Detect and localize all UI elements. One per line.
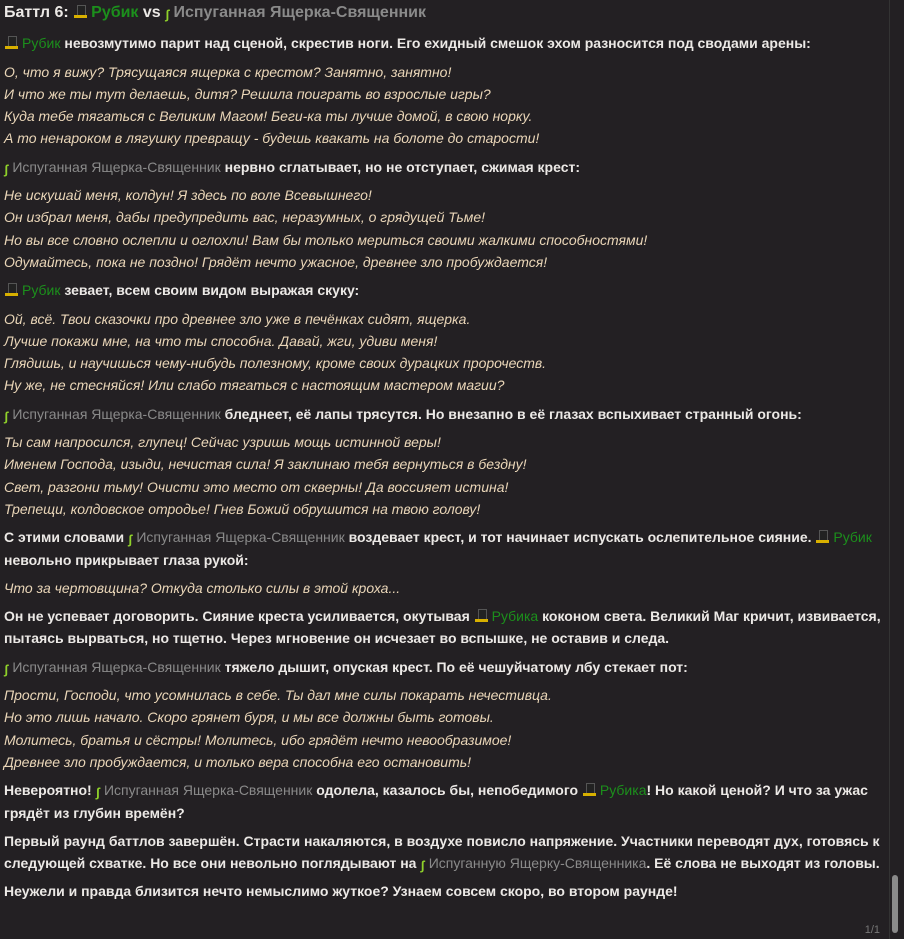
speech-line: Он избрал меня, дабы предупредить вас, неразумных, о грядущей Тьме! (4, 209, 486, 226)
scrollbar[interactable] (892, 875, 898, 933)
speech-quote (4, 61, 884, 150)
lizard-icon: ʃ (95, 785, 100, 801)
speech-quote (4, 431, 884, 520)
speech-line: Ну же, не стесняйся! Или слабо тягаться с настоящим мастером магии? (4, 377, 505, 394)
player-name[interactable]: Рубик (833, 529, 872, 546)
battle-title (4, 2, 884, 24)
speech-line: Прости, Господи, что усомнилась в себе. Ты дал мне силы покарать нечестивца. (4, 687, 552, 704)
speech-line: Не искушай меня, колдун! Я здесь по воле Всевышнего! (4, 187, 372, 204)
narration-paragraph (4, 526, 884, 571)
narration-text: воздевает крест, и тот начинает испускать ослепительное сияние. (344, 529, 816, 546)
speech-quote (4, 684, 884, 773)
top-hat-icon (4, 36, 18, 50)
player-name[interactable]: Рубика (599, 782, 647, 799)
narration-text: невозмутимо парит над сценой, скрестив ноги. Его ехидный смешок эхом разносится под сводами арены: (60, 35, 811, 52)
player-name[interactable]: Испуганная Ящерка-Священник (136, 529, 345, 546)
speech-line: И что же ты тут делаешь, дитя? Решила поиграть во взрослые игры? (4, 85, 491, 102)
narration-paragraph (4, 880, 884, 902)
speech-line: Одумайтесь, пока не поздно! Грядёт нечто ужасное, древнее зло пробуждается! (4, 253, 548, 270)
page-counter: 1/1 (864, 924, 880, 936)
speech-line: Ой, всё. Твои сказочки про древнее зло уже в печёнках сидят, ящерка. (4, 310, 471, 327)
narration-text: одолела, казалось бы, непобедимого (312, 782, 582, 799)
narration-text: нервно сглатывает, но не отступает, сжимая крест: (220, 158, 580, 175)
top-hat-icon (815, 530, 829, 544)
narration-paragraph (4, 156, 884, 178)
narration-paragraph (4, 279, 884, 301)
top-hat-icon (582, 783, 596, 797)
speech-line: Молитесь, братья и сёстры! Молитесь, ибо грядёт нечто невообразимое! (4, 731, 512, 748)
speech-line: О, что я вижу? Трясущаяся ящерка с крестом? Занятно, занятно! (4, 63, 452, 80)
speech-line: Ты сам напросился, глупец! Сейчас узришь мощь истинной веры! (4, 434, 441, 451)
player-name[interactable]: Рубик (91, 4, 139, 21)
narration-paragraph (4, 32, 884, 54)
speech-quote (4, 184, 884, 273)
narration-paragraph (4, 656, 884, 678)
speech-line: А то ненароком в лягушку превращу - будешь квакать на болоте до старости! (4, 130, 540, 147)
narration-text: Первый раунд баттлов завершён. Страсти накаляются, в воздухе повисло напряжение. Участники переводят дух, готовясь к следующей схватке. Но все они невольно поглядывают на (4, 832, 880, 872)
narration-text: коконом света. Великий Маг кричит, извивается, пытаясь вырваться, но тщетно. Через мгновение он исчезает во вспышке, не оставив и следа. (4, 608, 881, 647)
top-hat-icon (73, 5, 87, 19)
narration-text: С этими словами (4, 529, 128, 546)
narration-text: ! Но какой ценой? И что за ужас грядёт из глубин времён? (4, 782, 868, 821)
lizard-icon: ʃ (4, 661, 9, 677)
player-name[interactable]: Испуганная Ящерка-Священник (12, 158, 221, 175)
player-name[interactable]: Рубик (22, 282, 61, 299)
lizard-icon: ʃ (165, 7, 170, 22)
player-name[interactable]: Испуганная Ящерка-Священник (103, 782, 313, 799)
narration-text: зевает, всем своим видом выражая скуку: (60, 282, 360, 299)
player-name[interactable]: Испуганная Ящерка-Священник (12, 658, 221, 675)
speech-line: Древнее зло пробуждается, и только вера способна его остановить! (4, 753, 471, 770)
speech-line: Что за чертовщина? Откуда столько силы в этой кроха... (4, 579, 401, 596)
narration-paragraph (4, 403, 884, 425)
lizard-icon: ʃ (420, 858, 425, 874)
lizard-icon: ʃ (127, 532, 133, 548)
narration-text: Неужели и правда близится нечто немыслимо жуткое? Узнаем совсем скоро, во втором раунде! (4, 883, 678, 900)
player-name[interactable]: Рубика (491, 608, 539, 625)
lizard-icon: ʃ (4, 408, 9, 424)
player-name[interactable]: Испуганная Ящерка-Священник (173, 4, 426, 21)
speech-line: Свет, разгони тьму! Очисти это место от скверны! Да воссияет истина! (4, 478, 509, 495)
speech-line: Но это лишь начало. Скоро грянет буря, и мы все должны быть готовы. (4, 709, 494, 726)
narration-paragraph (4, 779, 884, 824)
narration-text: Он не успевает договорить. Сияние креста усиливается, окутывая (4, 608, 474, 625)
speech-line: Лучше покажи мне, на что ты способна. Давай, жги, удиви меня! (4, 332, 438, 349)
speech-quote (4, 577, 884, 599)
player-name[interactable]: Рубик (22, 35, 61, 52)
speech-line: Куда тебе тягаться с Великим Магом! Беги-ка ты лучше домой, в свою норку. (4, 108, 533, 125)
narration-text: . Её слова не выходят из головы. (646, 855, 880, 872)
top-hat-icon (474, 609, 488, 623)
speech-line: Но вы все словно ослепли и оглохли! Вам бы только мериться своими жалкими способностями! (4, 231, 648, 248)
narration-text: vs (138, 4, 166, 21)
top-hat-icon (4, 283, 18, 297)
narration-text: Баттл 6: (4, 4, 74, 21)
narration-paragraph (4, 830, 884, 875)
narration-text: тяжело дышит, опуская крест. По её чешуйчатому лбу стекает пот: (220, 658, 688, 675)
speech-line: Глядишь, и научишься чему-нибудь полезному, кроме своих дурацких пророчеств. (4, 355, 547, 372)
player-name[interactable]: Испуганную Ящерку-Священника (428, 855, 647, 872)
divider (889, 0, 890, 939)
lizard-icon: ʃ (4, 161, 9, 177)
speech-line: Именем Господа, изыди, нечистая сила! Я заклинаю тебя вернуться в бездну! (4, 456, 527, 473)
chat-log (4, 2, 884, 909)
narration-text: невольно прикрывает глаза рукой: (4, 551, 249, 568)
narration-paragraph (4, 605, 884, 650)
narration-text: бледнеет, её лапы трясутся. Но внезапно в её глазах вспыхивает странный огонь: (220, 405, 802, 422)
narration-text: Невероятно! (4, 782, 96, 799)
speech-line: Трепещи, колдовское отродье! Гнев Божий обрушится на твою голову! (4, 500, 481, 517)
player-name[interactable]: Испуганная Ящерка-Священник (12, 405, 221, 422)
speech-quote (4, 308, 884, 397)
